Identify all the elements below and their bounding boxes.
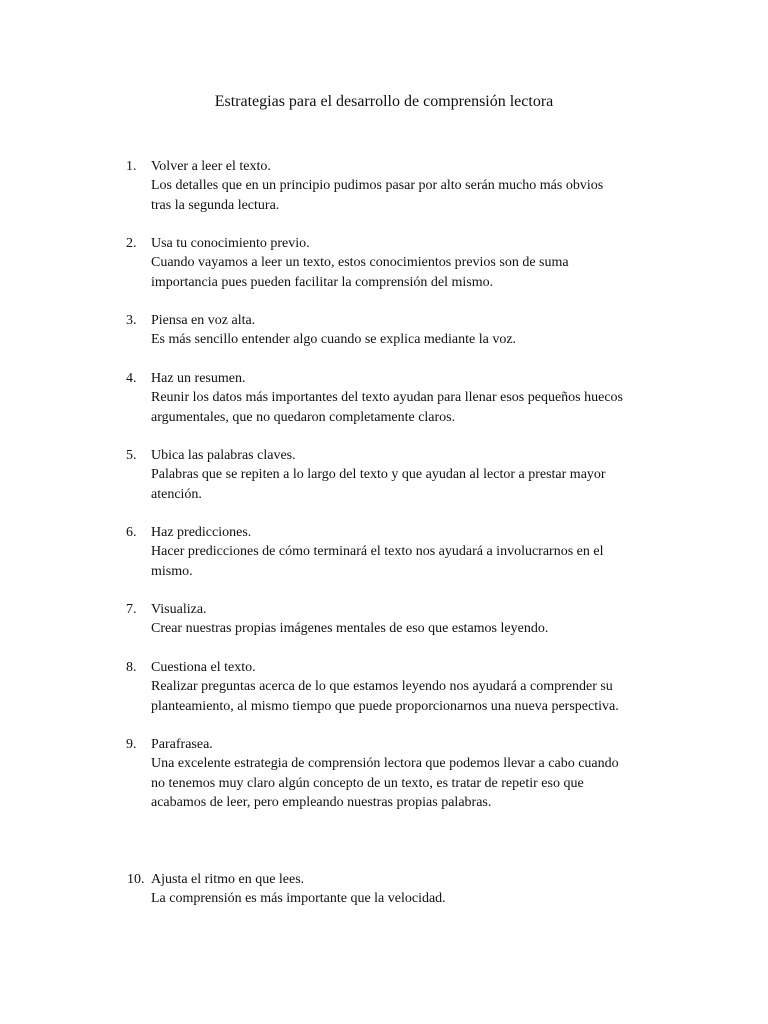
item-heading: Visualiza. [151, 602, 207, 617]
item-number: 3. [126, 313, 137, 328]
item-number: 9. [126, 737, 137, 752]
item-number: 6. [126, 525, 137, 540]
item-number: 2. [126, 236, 137, 251]
item-text-line: argumentales, que no quedaron completamente claros. [151, 409, 456, 425]
item-text-line: importancia pues pueden facilitar la comprensión del mismo. [151, 274, 494, 290]
item-number: 8. [126, 660, 137, 675]
item-body [151, 234, 666, 292]
item-body [151, 157, 666, 215]
item-text-line: Hacer predicciones de cómo terminará el texto nos ayudará a involucrarnos en el [151, 544, 604, 560]
item-heading: Haz predicciones. [151, 525, 252, 540]
item-number: 4. [126, 371, 137, 386]
item-body [151, 870, 666, 909]
item-heading: Piensa en voz alta. [151, 313, 256, 328]
item-body [151, 735, 666, 812]
item-text-line: Los detalles que en un principio pudimos pasar por alto serán mucho más obvios [151, 178, 604, 194]
item-heading: Ubica las palabras claves. [151, 448, 296, 463]
item-number: 10. [127, 872, 145, 887]
item-number: 1. [126, 159, 137, 174]
item-number: 7. [126, 602, 137, 617]
item-text-line: Realizar preguntas acerca de lo que estamos leyendo nos ayudará a comprender su [151, 679, 613, 695]
item-heading: Ajusta el ritmo en que lees. [151, 872, 305, 887]
item-body [151, 446, 666, 504]
item-heading: Cuestiona el texto. [151, 660, 256, 675]
item-body [151, 600, 666, 639]
item-body [151, 369, 666, 427]
item-heading: Volver a leer el texto. [151, 159, 271, 174]
item-text-line: no tenemos muy claro algún concepto de un texto, es tratar de repetir eso que [151, 775, 584, 791]
item-text-line: Cuando vayamos a leer un texto, estos conocimientos previos son de suma [151, 255, 569, 271]
item-text-line: mismo. [151, 563, 193, 579]
item-text-line: Reunir los datos más importantes del texto ayudan para llenar esos pequeños huecos [151, 390, 623, 406]
item-text-line: tras la segunda lectura. [151, 197, 280, 213]
item-text-line: Es más sencillo entender algo cuando se explica mediante la voz. [151, 332, 517, 348]
item-text-line: Crear nuestras propias imágenes mentales de eso que estamos leyendo. [151, 621, 549, 637]
document-title: Estrategias para el desarrollo de comprensión lectora [214, 93, 554, 110]
item-text-line: La comprensión es más importante que la velocidad. [151, 891, 446, 907]
item-text-line: planteamiento, al mismo tiempo que puede proporcionarnos una nueva perspectiva. [151, 698, 619, 714]
item-text-line: Una excelente estrategia de comprensión lectora que podemos llevar a cabo cuando [151, 756, 619, 772]
item-text-line: atención. [151, 486, 202, 502]
item-heading: Haz un resumen. [151, 371, 246, 386]
item-body [151, 658, 666, 716]
item-text-line: Palabras que se repiten a lo largo del texto y que ayudan al lector a prestar mayor [151, 467, 606, 483]
item-body [151, 523, 666, 581]
item-number: 5. [126, 448, 137, 463]
item-body [151, 311, 666, 350]
item-heading: Parafrasea. [151, 737, 213, 752]
item-text-line: acabamos de leer, pero empleando nuestras propias palabras. [151, 794, 492, 810]
item-heading: Usa tu conocimiento previo. [151, 236, 310, 251]
